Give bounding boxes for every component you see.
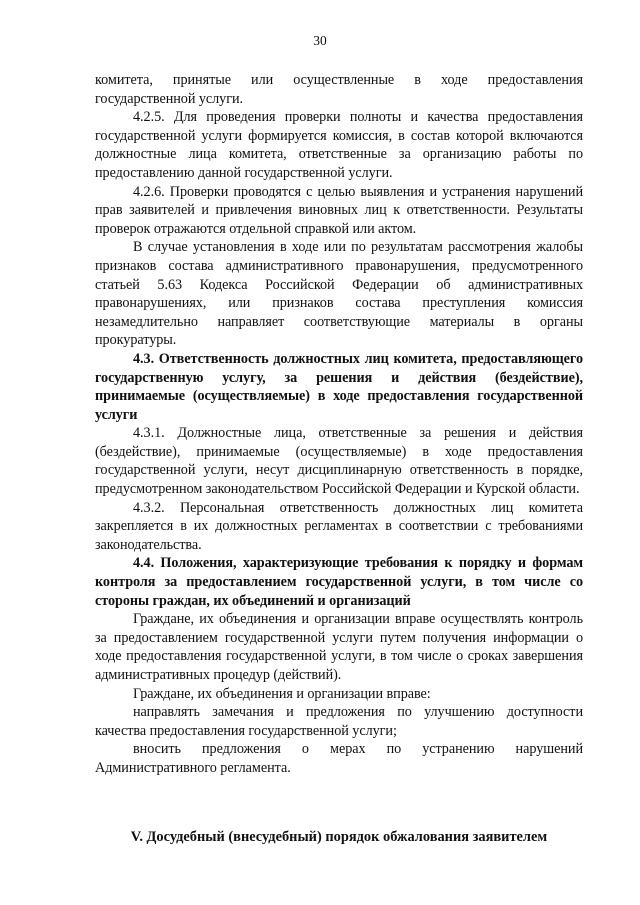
paragraph-continuation: комитета, принятые или осуществленные в ходе предоставления государственной услуги. <box>95 72 583 107</box>
paragraph-submit-remarks: направлять замечания и предложения по улучшению доступности качества предоставления государственной услуги; <box>95 704 583 739</box>
section-v-heading: V. Досудебный (внесудебный) порядок обжалования заявителем <box>130 829 548 845</box>
heading-4-3: 4.3. Ответственность должностных лиц комитета, предоставляющего государственную услугу, за решения и действия (бездействие), принимаемые (осуществляемые) в ходе предоставления государственной услуги <box>95 350 583 423</box>
paragraph-citizens-control: Граждане, их объединения и организации вправе осуществлять контроль за предоставлением государственной услуги путем получения информации о ходе предоставления государственной услуги, в том числе о сроках завершения административных процедур (действий). <box>95 611 583 683</box>
page-number: 30 <box>313 33 327 48</box>
paragraph-citizens-rights: Граждане, их объединения и организации вправе: <box>133 685 431 702</box>
paragraph-4-3-2: 4.3.2. Персональная ответственность должностных лиц комитета закрепляется в их должностных регламентах в соответствии с требованиями законодательства. <box>95 499 583 553</box>
paragraph-submit-proposals: вносить предложения о мерах по устранению нарушений Административного регламента. <box>95 741 583 776</box>
paragraph-4-2-6: 4.2.6. Проверки проводятся с целью выявления и устранения нарушений прав заявителей и привлечения виновных лиц к ответственности. Результаты проверок отражаются отдельной справкой или актом. <box>95 183 583 237</box>
paragraph-violation-case: В случае установления в ходе или по результатам рассмотрения жалобы признаков состава административного правонарушения, предусмотренного статьей 5.63 Кодекса Российской Федерации об административных правонарушениях, или признаков состава преступления комиссия незамедлительно направляет соответствующие материалы в органы прокуратуры. <box>95 239 583 349</box>
heading-4-4: 4.4. Положения, характеризующие требования к порядку и формам контроля за предоставлением государственной услуги, в том числе со стороны граждан, их объединений и организаций <box>95 555 583 609</box>
document-body <box>95 71 583 778</box>
paragraph-4-2-5: 4.2.5. Для проведения проверки полноты и качества предоставления государственной услуги формируется комиссия, в состав которой включаются должностные лица комитета, ответственные за организацию работы по предоставлению данной государственной услуги. <box>95 109 583 181</box>
paragraph-4-3-1: 4.3.1. Должностные лица, ответственные за решения и действия (бездействие), принимаемые (осуществляемые) в ходе предоставления государственной услуги, несут дисциплинарную ответственность в порядке, предусмотренном законодательством Российской Федерации и Курской области. <box>95 425 583 498</box>
